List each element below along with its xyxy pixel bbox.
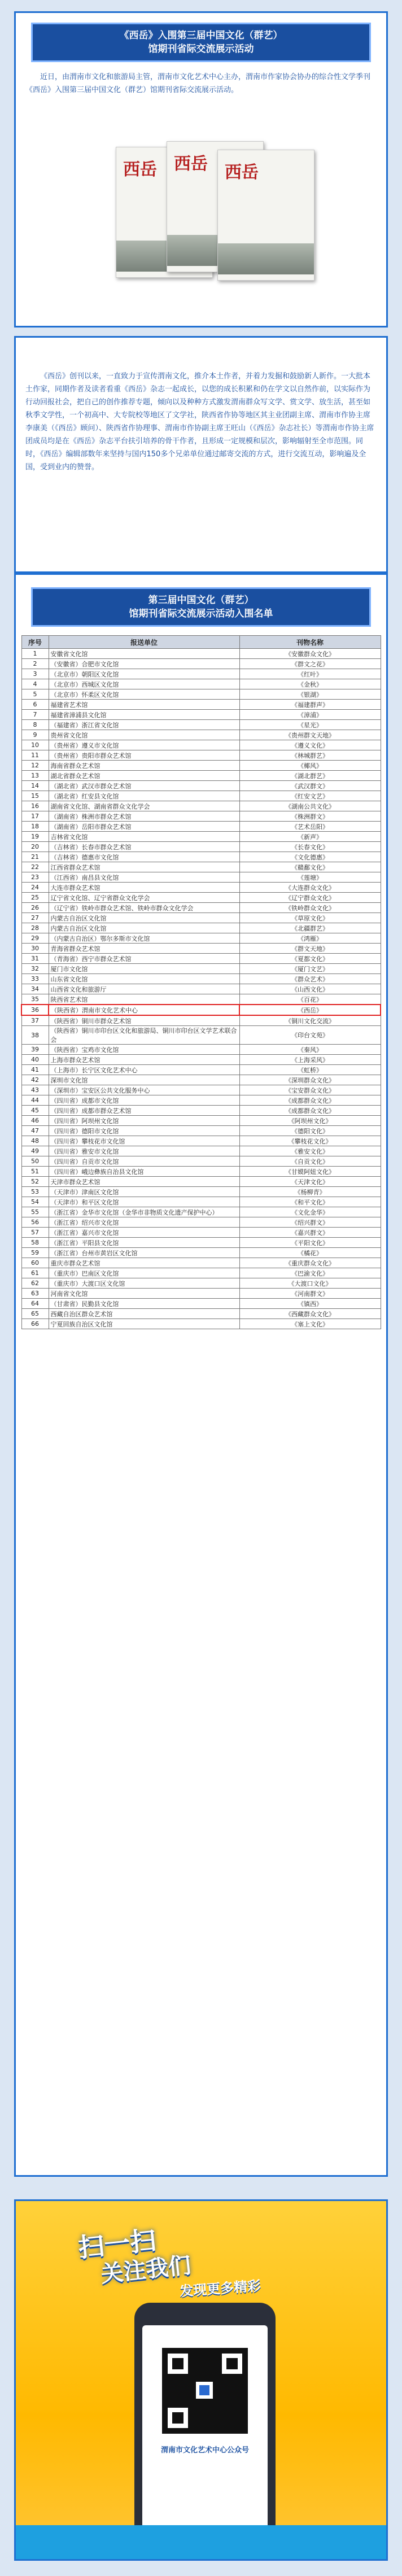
row-unit: （陕西省）铜川市印台区文化和旅游局、铜川市印台区文学艺术联合会 <box>49 1026 239 1045</box>
row-number: 26 <box>21 903 49 913</box>
table-row <box>21 1146 381 1156</box>
row-unit: （北京市）怀柔区文化馆 <box>49 689 239 700</box>
row-journal: 《天津文化》 <box>239 1177 381 1187</box>
table-row <box>21 659 381 669</box>
row-unit: 宁夏回族自治区文化馆 <box>49 1319 239 1329</box>
table-row <box>21 1095 381 1106</box>
row-unit: 西藏自治区群众艺术馆 <box>49 1309 239 1319</box>
row-unit: （重庆市）大渡口区文化馆 <box>49 1278 239 1289</box>
table-row <box>21 1258 381 1268</box>
table-row <box>21 1197 381 1207</box>
row-number: 42 <box>21 1075 49 1085</box>
row-journal: 《成都群众文化》 <box>239 1095 381 1106</box>
table-row <box>21 1055 381 1065</box>
table-row <box>21 700 381 710</box>
row-unit: 厦门市文化馆 <box>49 964 239 974</box>
row-unit: （浙江省）台州市黄岩区文化馆 <box>49 1248 239 1258</box>
table-row <box>21 1319 381 1329</box>
row-unit: （四川省）自贡市文化馆 <box>49 1156 239 1167</box>
table-row <box>21 1289 381 1299</box>
row-journal: 《福建群声》 <box>239 700 381 710</box>
row-number: 2 <box>21 659 49 669</box>
row-number: 63 <box>21 1289 49 1299</box>
row-unit: 内蒙古自治区文化馆 <box>49 923 239 933</box>
table-row <box>21 903 381 913</box>
row-journal: 《文化金华》 <box>239 1207 381 1217</box>
row-unit: 海南省群众艺术馆 <box>49 761 239 771</box>
row-number: 36 <box>21 1005 49 1015</box>
row-number: 49 <box>21 1146 49 1156</box>
table-row <box>21 1026 381 1045</box>
row-journal: 《成都群众文化》 <box>239 1106 381 1116</box>
row-unit: （四川省）德阳市文化馆 <box>49 1126 239 1136</box>
table-row <box>21 1106 381 1116</box>
table-row <box>21 1116 381 1126</box>
row-journal: 《莲塘》 <box>239 872 381 883</box>
row-unit: （深圳市）宝安区公共文化服务中心 <box>49 1085 239 1095</box>
row-journal: 《铜川文化交流》 <box>239 1015 381 1026</box>
row-number: 60 <box>21 1258 49 1268</box>
row-journal: 《夏都文化》 <box>239 954 381 964</box>
row-number: 11 <box>21 750 49 761</box>
row-number: 27 <box>21 913 49 923</box>
row-journal: 《攀枝花文化》 <box>239 1136 381 1146</box>
row-number: 46 <box>21 1116 49 1126</box>
row-number: 32 <box>21 964 49 974</box>
row-unit: （陕西省）宝鸡市文化馆 <box>49 1045 239 1055</box>
table-row <box>21 862 381 872</box>
row-number: 18 <box>21 822 49 832</box>
row-journal: 《德阳文化》 <box>239 1126 381 1136</box>
row-journal: 《林城群艺》 <box>239 750 381 761</box>
row-journal: 《百花》 <box>239 994 381 1005</box>
row-number: 33 <box>21 974 49 984</box>
row-number: 53 <box>21 1187 49 1197</box>
table-row <box>21 1238 381 1248</box>
row-number: 45 <box>21 1106 49 1116</box>
row-journal: 《安徽群众文化》 <box>239 649 381 659</box>
row-number: 20 <box>21 842 49 852</box>
row-journal: 《铁岭群众文化》 <box>239 903 381 913</box>
row-unit: （四川省）阿坝州文化馆 <box>49 1116 239 1126</box>
row-number: 50 <box>21 1156 49 1167</box>
row-number: 52 <box>21 1177 49 1187</box>
row-journal: 《大渡口文化》 <box>239 1278 381 1289</box>
row-journal: 《西藏群众文化》 <box>239 1309 381 1319</box>
row-unit: （浙江省）平阳县文化馆 <box>49 1238 239 1248</box>
row-unit: 内蒙古自治区文化馆 <box>49 913 239 923</box>
row-journal: 《虹桥》 <box>239 1065 381 1075</box>
row-journal: 《巴渝文化》 <box>239 1268 381 1278</box>
table-row <box>21 822 381 832</box>
row-unit: （江西省）南昌县文化馆 <box>49 872 239 883</box>
row-unit: 辽宁省文化馆、辽宁省群众文化学会 <box>49 893 239 903</box>
row-journal: 《文化德惠》 <box>239 852 381 862</box>
row-number: 37 <box>21 1015 49 1026</box>
table-row <box>21 893 381 903</box>
row-unit: （四川省）雅安市文化馆 <box>49 1146 239 1156</box>
row-unit: （吉林省）长春市群众艺术馆 <box>49 842 239 852</box>
table-row <box>21 984 381 994</box>
row-journal: 《嘉兴群文》 <box>239 1228 381 1238</box>
row-journal: 《厦门文艺》 <box>239 964 381 974</box>
row-journal: 《群文之花》 <box>239 659 381 669</box>
row-journal: 《重庆群众文化》 <box>239 1258 381 1268</box>
row-unit: 安徽省文化馆 <box>49 649 239 659</box>
table-row <box>21 1075 381 1085</box>
intro-paragraph: 近日，由渭南市文化和旅游局主管，渭南市文化艺术中心主办，渭南市作家协会协办的综合性文学季刊《西岳》入围第三届中国文化（群艺）馆期刊省际交流展示活动。 <box>25 73 371 94</box>
row-journal: 《大连群众文化》 <box>239 883 381 893</box>
row-number: 39 <box>21 1045 49 1055</box>
table-row <box>21 964 381 974</box>
row-number: 31 <box>21 954 49 964</box>
row-unit: （内蒙古自治区）鄂尔多斯市文化馆 <box>49 933 239 944</box>
table-row <box>21 832 381 842</box>
table-row <box>21 954 381 964</box>
row-number: 41 <box>21 1065 49 1075</box>
description-paragraph: 《西岳》创刊以来，一直致力于宣传渭南文化，推介本土作者，并着力发掘和鼓励新人新作。一大批本土作家，同期作者及读者看重《西岳》杂志一起成长，以您的成长积累和仍在学文以自然作前，以实际作为行动回报社会，把自己的创作推荐专题，倾向以及种种方式激发渭南群众写文学、赏文学、放生活，甚至如秋季文学性，一个初高中、大专院校等地区了文学社，陕西省作协等地区其主业团副主席、渭南市作协主席李康美（《西岳》顾问）、陕西省作协理事、渭南市作协副主席王旺山（《西岳》杂志社长）等渭南市作协主席团成员均是在《西岳》杂志平台扶引培养的骨干作者，且形成一定规模和层次，影响辐射至全市范围。同时，《西岳》编辑部数年来坚持与国内150多个兄弟单位通过邮寄交流的方式，进行交流互动，影响遍及全国，受到业内的赞誉。 <box>25 372 374 471</box>
row-number: 3 <box>21 669 49 679</box>
row-unit: 深圳市文化馆 <box>49 1075 239 1085</box>
table-row <box>21 1167 381 1177</box>
row-unit: （福建省）浙江省文化馆 <box>49 720 239 730</box>
row-number: 38 <box>21 1026 49 1045</box>
row-journal: 《湖北群艺》 <box>239 771 381 781</box>
row-unit: （甘肃省）民勤县文化馆 <box>49 1299 239 1309</box>
row-unit: （湖南省）株洲市群众艺术馆 <box>49 811 239 822</box>
row-unit: 河南省文化馆 <box>49 1289 239 1299</box>
row-unit: （陕西省）铜川市群众艺术馆 <box>49 1015 239 1026</box>
qr-code[interactable] <box>162 2348 248 2434</box>
table-row <box>21 842 381 852</box>
row-number: 4 <box>21 679 49 689</box>
table-row <box>21 944 381 954</box>
table-row <box>21 1005 381 1015</box>
row-journal: 《和平文化》 <box>239 1197 381 1207</box>
row-unit: （重庆市）巴南区文化馆 <box>49 1268 239 1278</box>
table-row <box>21 679 381 689</box>
table-row <box>21 1278 381 1289</box>
row-number: 56 <box>21 1217 49 1228</box>
book-cover <box>217 150 314 281</box>
row-number: 1 <box>21 649 49 659</box>
row-number: 29 <box>21 933 49 944</box>
row-number: 66 <box>21 1319 49 1329</box>
row-journal: 《甘嫫阿妞文化》 <box>239 1167 381 1177</box>
table-row <box>21 913 381 923</box>
row-number: 22 <box>21 862 49 872</box>
row-number: 59 <box>21 1248 49 1258</box>
row-number: 28 <box>21 923 49 933</box>
row-number: 14 <box>21 781 49 791</box>
row-number: 44 <box>21 1095 49 1106</box>
row-unit: （贵州省）遵义市文化馆 <box>49 740 239 750</box>
row-number: 54 <box>21 1197 49 1207</box>
table-row <box>21 974 381 984</box>
row-journal: 《湖南公共文化》 <box>239 801 381 811</box>
poster-follow-text: 关注我们 <box>99 2252 193 2288</box>
row-unit: （四川省）攀枝花市文化馆 <box>49 1136 239 1146</box>
table-row <box>21 1065 381 1075</box>
row-journal: 《上海采风》 <box>239 1055 381 1065</box>
row-journal: 《西岳》 <box>239 1005 381 1015</box>
table-row <box>21 649 381 659</box>
table-row <box>21 669 381 679</box>
row-unit: 江西省群众艺术馆 <box>49 862 239 872</box>
table-row <box>21 710 381 720</box>
row-journal: 《金秋》 <box>239 679 381 689</box>
row-number: 35 <box>21 994 49 1005</box>
row-journal: 《红安文艺》 <box>239 791 381 801</box>
row-journal: 《山西文化》 <box>239 984 381 994</box>
table-row <box>21 1156 381 1167</box>
row-journal: 《椰风》 <box>239 761 381 771</box>
table-row <box>21 750 381 761</box>
row-number: 6 <box>21 700 49 710</box>
table-row <box>21 740 381 750</box>
row-unit: （浙江省）嘉兴市文化馆 <box>49 1228 239 1238</box>
row-journal: 《群众艺术》 <box>239 974 381 984</box>
phone-screen <box>142 2325 268 2546</box>
row-unit: （陕西省）渭南市文化艺术中心 <box>49 1005 239 1015</box>
row-unit: （湖北省）红安县文化馆 <box>49 791 239 801</box>
row-journal: 《印台文苑》 <box>239 1026 381 1045</box>
row-unit: 青海省群众艺术馆 <box>49 944 239 954</box>
row-number: 61 <box>21 1268 49 1278</box>
row-number: 5 <box>21 689 49 700</box>
table-row <box>21 1126 381 1136</box>
row-unit: （四川省）峨边彝族自治县文化馆 <box>49 1167 239 1177</box>
row-number: 62 <box>21 1278 49 1289</box>
row-unit: 上海市群众艺术馆 <box>49 1055 239 1065</box>
row-number: 25 <box>21 893 49 903</box>
poster-scan-text: 扫一扫 <box>76 2224 158 2264</box>
row-journal: 《阿坝州文化》 <box>239 1116 381 1126</box>
table-row <box>21 1045 381 1055</box>
row-number: 40 <box>21 1055 49 1065</box>
table-row <box>21 1217 381 1228</box>
row-journal: 《群文天地》 <box>239 944 381 954</box>
row-journal: 《秦风》 <box>239 1045 381 1055</box>
table-row <box>21 791 381 801</box>
row-unit: （湖南省）岳阳市群众艺术馆 <box>49 822 239 832</box>
row-number: 9 <box>21 730 49 740</box>
list-title-line1: 第三届中国文化（群艺） <box>148 595 254 605</box>
table-row <box>21 923 381 933</box>
table-row <box>21 720 381 730</box>
row-journal: 《绍兴群文》 <box>239 1217 381 1228</box>
header-unit: 报送单位 <box>49 636 239 649</box>
row-journal: 《深圳群众文化》 <box>239 1075 381 1085</box>
row-unit: （湖北省）武汉市群众艺术馆 <box>49 781 239 791</box>
table-row <box>21 1015 381 1026</box>
table-row <box>21 994 381 1005</box>
table-row <box>21 1309 381 1319</box>
header-no: 序号 <box>21 636 49 649</box>
row-number: 12 <box>21 761 49 771</box>
list-title <box>31 587 371 627</box>
table-row <box>21 933 381 944</box>
table-row <box>21 1207 381 1217</box>
table-row <box>21 852 381 862</box>
row-unit: （安徽省）合肥市文化馆 <box>49 659 239 669</box>
table-row <box>21 730 381 740</box>
table-row <box>21 689 381 700</box>
row-unit: 福建省漳浦县文化馆 <box>49 710 239 720</box>
row-number: 51 <box>21 1167 49 1177</box>
table-row <box>21 883 381 893</box>
row-unit: 山西省文化和旅游厅 <box>49 984 239 994</box>
book-logo: 西岳 <box>225 163 259 182</box>
table-row <box>21 781 381 791</box>
row-unit: （浙江省）绍兴市文化馆 <box>49 1217 239 1228</box>
table-header-row <box>21 636 381 649</box>
row-unit: （四川省）成都市文化馆 <box>49 1095 239 1106</box>
table-row <box>21 1248 381 1258</box>
row-number: 10 <box>21 740 49 750</box>
row-journal: 《鸿雁》 <box>239 933 381 944</box>
row-unit: （北京市）朝阳区文化馆 <box>49 669 239 679</box>
row-journal: 《漳浦》 <box>239 710 381 720</box>
row-unit: （四川省）成都市群众艺术馆 <box>49 1106 239 1116</box>
row-journal: 《自贡文化》 <box>239 1156 381 1167</box>
row-unit: （浙江省）金华市文化馆（金华市非物质文化遗产保护中心） <box>49 1207 239 1217</box>
row-unit: 陕西省艺术馆 <box>49 994 239 1005</box>
row-number: 15 <box>21 791 49 801</box>
table-row <box>21 1085 381 1095</box>
row-journal: 《辽宁群众文化》 <box>239 893 381 903</box>
row-number: 43 <box>21 1085 49 1095</box>
table-row <box>21 1187 381 1197</box>
row-journal: 《平阳文化》 <box>239 1238 381 1248</box>
row-unit: （吉林省）德惠市文化馆 <box>49 852 239 862</box>
row-number: 48 <box>21 1136 49 1146</box>
row-number: 64 <box>21 1299 49 1309</box>
table-row <box>21 811 381 822</box>
qr-poster <box>14 2199 388 2561</box>
row-number: 57 <box>21 1228 49 1238</box>
table-row <box>21 771 381 781</box>
table-row <box>21 1299 381 1309</box>
row-unit: 重庆市群众艺术馆 <box>49 1258 239 1268</box>
row-journal: 《艺术岳阳》 <box>239 822 381 832</box>
page-title-line1: 《西岳》入围第三届中国文化（群艺） <box>119 30 283 41</box>
row-unit: （上海市）长宁区文化艺术中心 <box>49 1065 239 1075</box>
row-unit: （天津市）和平区文化馆 <box>49 1197 239 1207</box>
book-image <box>25 141 377 299</box>
header-journal: 刊物名称 <box>239 636 381 649</box>
row-journal: 《塞上文化》 <box>239 1319 381 1329</box>
row-unit: 吉林省文化馆 <box>49 832 239 842</box>
row-number: 65 <box>21 1309 49 1319</box>
row-number: 55 <box>21 1207 49 1217</box>
row-journal: 《红叶》 <box>239 669 381 679</box>
list-title-line2: 馆期刊省际交流展示活动入围名单 <box>129 608 273 619</box>
phone-illustration <box>134 2303 276 2561</box>
nominee-table <box>21 635 381 1329</box>
row-number: 47 <box>21 1126 49 1136</box>
row-unit: （贵州省）贵阳市群众艺术馆 <box>49 750 239 761</box>
row-unit: 大连市群众艺术馆 <box>49 883 239 893</box>
row-number: 8 <box>21 720 49 730</box>
row-number: 58 <box>21 1238 49 1248</box>
row-journal: 《星光》 <box>239 720 381 730</box>
row-number: 13 <box>21 771 49 781</box>
row-number: 34 <box>21 984 49 994</box>
row-journal: 《株洲群文》 <box>239 811 381 822</box>
row-unit: 山东省文化馆 <box>49 974 239 984</box>
row-journal: 《河南群文》 <box>239 1289 381 1299</box>
row-unit: （北京市）西城区文化馆 <box>49 679 239 689</box>
row-unit: （青海省）西宁市群众艺术馆 <box>49 954 239 964</box>
row-journal: 《北疆群艺》 <box>239 923 381 933</box>
row-journal: 《贵州群文天地》 <box>239 730 381 740</box>
book-logo: 西岳 <box>123 160 157 180</box>
poster-bottom-band <box>16 2525 386 2559</box>
table-row <box>21 1228 381 1238</box>
row-journal: 《橘花》 <box>239 1248 381 1258</box>
table-row <box>21 1177 381 1187</box>
table-row <box>21 872 381 883</box>
page-title-line2: 馆期刊省际交流展示活动 <box>148 43 254 54</box>
row-unit: （辽宁省）铁岭市群众艺术馆、铁岭市群众文化学会 <box>49 903 239 913</box>
row-journal: 《雅安文化》 <box>239 1146 381 1156</box>
row-unit: 天津市群众艺术馆 <box>49 1177 239 1187</box>
row-number: 17 <box>21 811 49 822</box>
table-row <box>21 1136 381 1146</box>
table-row <box>21 761 381 771</box>
row-journal: 《宝安群众文化》 <box>239 1085 381 1095</box>
row-journal: 《遵义文化》 <box>239 740 381 750</box>
row-journal: 《草原文化》 <box>239 913 381 923</box>
row-number: 7 <box>21 710 49 720</box>
table-row <box>21 1268 381 1278</box>
row-number: 24 <box>21 883 49 893</box>
row-unit: 贵州省文化馆 <box>49 730 239 740</box>
page-title <box>31 23 371 62</box>
table-row <box>21 801 381 811</box>
row-unit: 福建省艺术馆 <box>49 700 239 710</box>
row-journal: 《银湖》 <box>239 689 381 700</box>
row-journal: 《杨柳青》 <box>239 1187 381 1197</box>
row-journal: 《新声》 <box>239 832 381 842</box>
row-unit: 湖北省群众艺术馆 <box>49 771 239 781</box>
poster-sub-text: 发现更多精彩 <box>179 2278 261 2299</box>
row-unit: 湖南省文化馆、湖南省群众文化学会 <box>49 801 239 811</box>
row-number: 30 <box>21 944 49 954</box>
row-journal: 《长春文化》 <box>239 842 381 852</box>
row-number: 21 <box>21 852 49 862</box>
row-number: 19 <box>21 832 49 842</box>
row-journal: 《武汉群文》 <box>239 781 381 791</box>
row-journal: 《镇西》 <box>239 1299 381 1309</box>
row-number: 16 <box>21 801 49 811</box>
row-journal: 《赣鄱文化》 <box>239 862 381 872</box>
row-unit: （天津市）津南区文化馆 <box>49 1187 239 1197</box>
row-number: 23 <box>21 872 49 883</box>
poster-footer-text: 渭南市文化艺术中心公众号 <box>160 2446 249 2455</box>
book-logo: 西岳 <box>174 154 208 174</box>
